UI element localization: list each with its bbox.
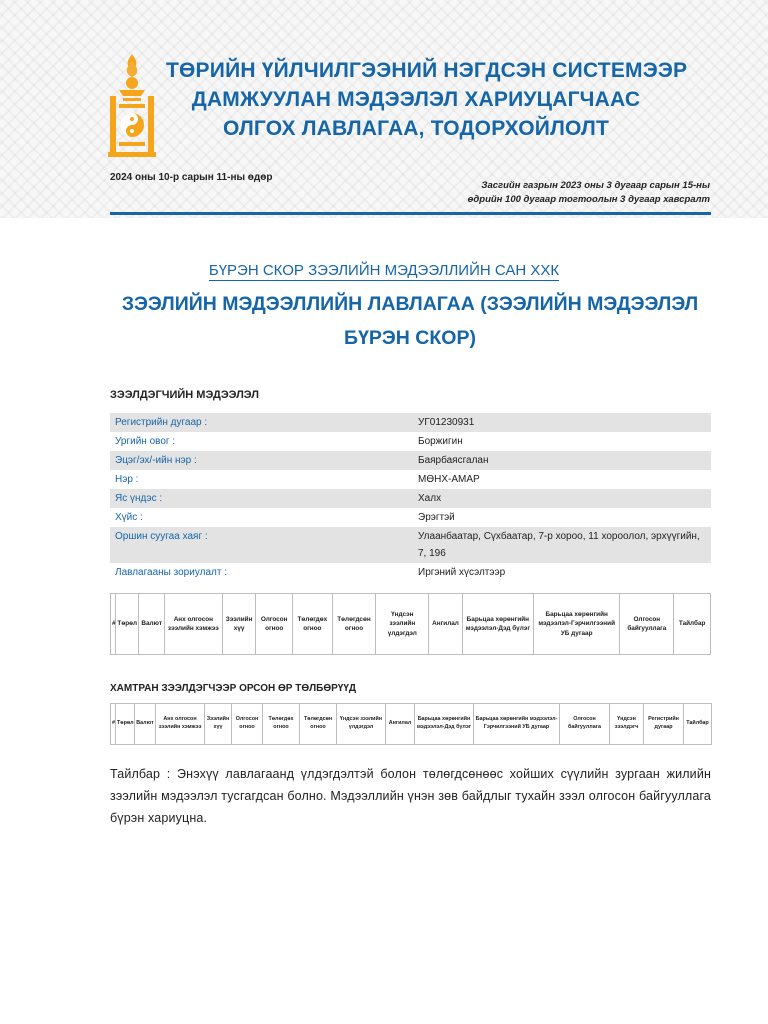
info-label: Хүйс : [115, 512, 143, 523]
info-label: Лавлагааны зориулалт : [115, 567, 227, 578]
info-row [110, 527, 711, 563]
column-header: Олгосон огноо [232, 704, 263, 745]
column-header: Анх олгосон зээлийн хэмжээ [164, 594, 222, 655]
column-header: Зээлийн хүү [222, 594, 256, 655]
column-header: Барьцаа хөрөнгийн мэдээлэл-Гэрчилгээний УБ дугаар [474, 704, 560, 745]
resolution-line: Засгийн газрын 2023 оны 3 дугаар сарын 15-ны [481, 180, 710, 191]
table-header-row [111, 704, 712, 745]
column-header: Тайлбар [684, 704, 712, 745]
info-value: Боржигин [418, 436, 463, 447]
info-label: Яс үндэс : [110, 489, 413, 508]
column-header: Төлөгдсөн огноо [332, 594, 376, 655]
info-value: Эрэгтэй [418, 512, 455, 523]
column-header: # [111, 594, 116, 655]
info-value: Иргэний хүсэлтээр [418, 567, 506, 578]
column-header: Барьцаа хөрөнгийн мэдээлэл-Гэрчилгээний УБ дугаар [533, 594, 619, 655]
borrower-section-title: ЗЭЭЛДЭГЧИЙН МЭДЭЭЛЭЛ [110, 389, 259, 401]
document-title: ЗЭЭЛИЙН МЭДЭЭЛЛИЙН ЛАВЛАГАА (ЗЭЭЛИЙН МЭДЭЭЛЭЛ БҮРЭН СКОР) [121, 293, 699, 349]
column-header: Барьцаа хөрөнгийн мэдээлэл-Дэд бүлэг [415, 704, 474, 745]
organization-name [0, 262, 768, 279]
co-borrower-table [110, 703, 712, 745]
mongolia-state-emblem-icon [106, 52, 158, 158]
column-header: Төлөгдсөн огноо [300, 704, 337, 745]
title-line: ДАМЖУУЛАН МЭДЭЭЛЭЛ ХАРИУЦАГЧААС [191, 88, 641, 111]
issue-date: 2024 оны 10-р сарын 11-ны өдөр [110, 172, 273, 183]
column-header: Төрөл [116, 594, 139, 655]
info-label: Ургийн овог : [115, 436, 176, 447]
info-row [110, 451, 711, 470]
resolution-line: өдрийн 100 дугаар тогтоолын 3 дугаар хавсралт [467, 194, 710, 205]
column-header: Төрөл [116, 704, 135, 745]
info-label: Регистрийн дугаар : [110, 413, 413, 432]
column-header: Ангилал [386, 704, 415, 745]
column-header: Тайлбар [674, 594, 711, 655]
info-value: МӨНХ-АМАР [418, 474, 480, 485]
co-borrower-section-title: ХАМТРАН ЗЭЭЛДЭГЧЭЭР ОРСОН ӨР ТӨЛБӨРҮҮД [110, 683, 357, 694]
info-row [110, 413, 711, 432]
organization-name-text: БҮРЭН СКОР ЗЭЭЛИЙН МЭДЭЭЛЛИЙН САН ХХК [208, 262, 560, 279]
column-header: Үндсэн зээлийн үлдэгдэл [376, 594, 429, 655]
info-row [110, 563, 711, 582]
column-header: Регистрийн дугаар [644, 704, 684, 745]
column-header: Олгосон огноо [256, 594, 293, 655]
info-row [110, 470, 711, 489]
column-header: Валют [135, 704, 156, 745]
column-header: Төлөгдөх огноо [263, 704, 300, 745]
borrower-info-table [110, 413, 711, 582]
info-value: УГ01230931 [413, 413, 711, 432]
column-header: Зээлийн хүү [205, 704, 232, 745]
column-header: Ангилал [429, 594, 463, 655]
column-header: Барьцаа хөрөнгийн мэдээлэл-Дэд бүлэг [462, 594, 533, 655]
column-header: Анх олгосон зээлийн хэмжээ [156, 704, 205, 745]
info-label: Эцэг/эх/-ийн нэр : [110, 451, 413, 470]
title-line: ТӨРИЙН ҮЙЛЧИЛГЭЭНИЙ НЭГДСЭН СИСТЕМЭЭР [166, 59, 688, 82]
info-value: Баярбаясгалан [413, 451, 711, 470]
column-header: Олгосон байгууллага [560, 704, 610, 745]
column-header: Үндсэн зээлийн үлдэгдэл [337, 704, 386, 745]
table-header-row [111, 594, 711, 655]
title-line: ОЛГОХ ЛАВЛАГАА, ТОДОРХОЙЛОЛТ [222, 117, 610, 140]
info-row [110, 489, 711, 508]
footnote: Тайлбар : Энэхүү лавлагаанд үлдэгдэлтэй болон төлөгдсөнөөс хойших сүүлийн зургаан жилийн зээлийн мэдээлэл тусгагдсан болно. Мэдээллийн үнэн зөв байдлыг тухайн зээл олгосон байгууллага бүрэн хариуцна. [110, 767, 711, 825]
page-title [166, 56, 688, 143]
resolution-reference [468, 179, 710, 207]
info-label: Оршин суугаа хаяг : [110, 527, 413, 563]
info-value: Улаанбаатар, Сүхбаатар, 7-р хороо, 11 хороолол, эрхүүгийн, 7, 196 [413, 527, 711, 563]
info-label: Нэр : [115, 474, 139, 485]
column-header: Олгосон байгууллага [620, 594, 674, 655]
column-header: Төлөгдөх огноо [292, 594, 332, 655]
info-row [110, 508, 711, 527]
column-header: # [111, 704, 116, 745]
loans-table [110, 593, 711, 655]
info-row [110, 432, 711, 451]
column-header: Валют [139, 594, 164, 655]
header-divider [110, 212, 711, 215]
info-value: Халх [413, 489, 711, 508]
column-header: Үндсэн зээлдэгч [610, 704, 644, 745]
